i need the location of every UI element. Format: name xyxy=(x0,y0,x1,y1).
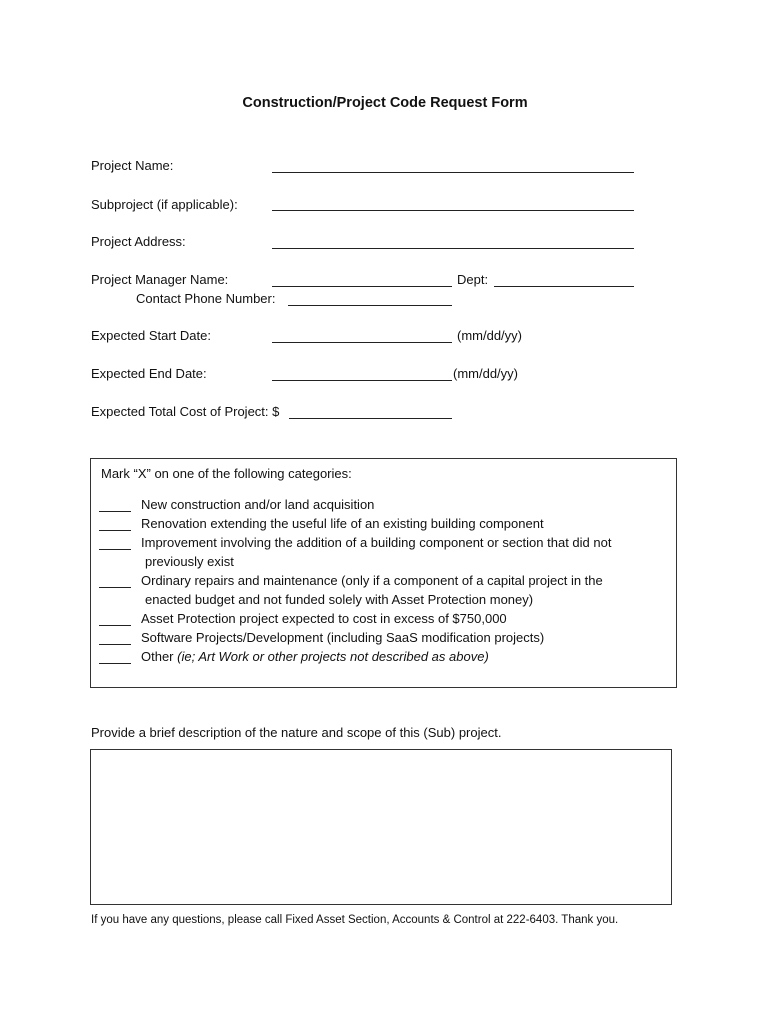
category-checkbox[interactable] xyxy=(99,511,131,512)
project-address-field[interactable] xyxy=(272,248,634,249)
project-manager-field[interactable] xyxy=(272,286,452,287)
category-checkbox[interactable] xyxy=(99,663,131,664)
category-label: Renovation extending the useful life of an existing building component xyxy=(141,516,544,531)
end-date-format: (mm/dd/yy) xyxy=(453,366,518,381)
category-label: Asset Protection project expected to cost in excess of $750,000 xyxy=(141,611,507,626)
total-cost-label: Expected Total Cost of Project: $ xyxy=(91,404,280,419)
total-cost-field[interactable] xyxy=(289,418,452,419)
category-checkbox[interactable] xyxy=(99,644,131,645)
footer-note: If you have any questions, please call Fixed Asset Section, Accounts & Control at 222-6403. Thank you. xyxy=(91,914,619,926)
project-name-label: Project Name: xyxy=(91,158,174,173)
subproject-field[interactable] xyxy=(272,210,634,211)
category-other-note: (ie; Art Work or other projects not described as above) xyxy=(177,649,489,664)
project-manager-label: Project Manager Name: xyxy=(91,272,229,287)
category-checkbox[interactable] xyxy=(99,587,131,588)
dept-field[interactable] xyxy=(494,286,634,287)
category-label-continued: enacted budget and not funded solely with Asset Protection money) xyxy=(145,592,534,607)
start-date-field[interactable] xyxy=(272,342,452,343)
contact-phone-field[interactable] xyxy=(288,305,452,306)
category-checkbox[interactable] xyxy=(99,625,131,626)
description-textarea[interactable] xyxy=(90,749,672,905)
form-title: Construction/Project Code Request Form xyxy=(242,95,528,111)
category-label: Software Projects/Development (including SaaS modification projects) xyxy=(141,630,545,645)
subproject-label: Subproject (if applicable): xyxy=(91,197,238,212)
categories-instruction: Mark “X” on one of the following categories: xyxy=(101,466,352,481)
project-address-label: Project Address: xyxy=(91,234,186,249)
category-label: New construction and/or land acquisition xyxy=(141,497,375,512)
category-checkbox[interactable] xyxy=(99,530,131,531)
end-date-label: Expected End Date: xyxy=(91,366,207,381)
project-name-field[interactable] xyxy=(272,172,634,173)
description-prompt: Provide a brief description of the nature and scope of this (Sub) project. xyxy=(91,725,502,740)
category-other-label: Other xyxy=(141,649,178,664)
contact-phone-label: Contact Phone Number: xyxy=(136,291,276,306)
category-label xyxy=(141,649,489,664)
dept-label: Dept: xyxy=(457,272,489,287)
start-date-label: Expected Start Date: xyxy=(91,328,211,343)
end-date-field[interactable] xyxy=(272,380,452,381)
category-label-continued: previously exist xyxy=(145,554,234,569)
categories-box xyxy=(90,458,677,688)
category-label: Improvement involving the addition of a building component or section that did not xyxy=(141,535,612,550)
category-label: Ordinary repairs and maintenance (only if a component of a capital project in the xyxy=(141,573,603,588)
category-checkbox[interactable] xyxy=(99,549,131,550)
start-date-format: (mm/dd/yy) xyxy=(457,328,522,343)
